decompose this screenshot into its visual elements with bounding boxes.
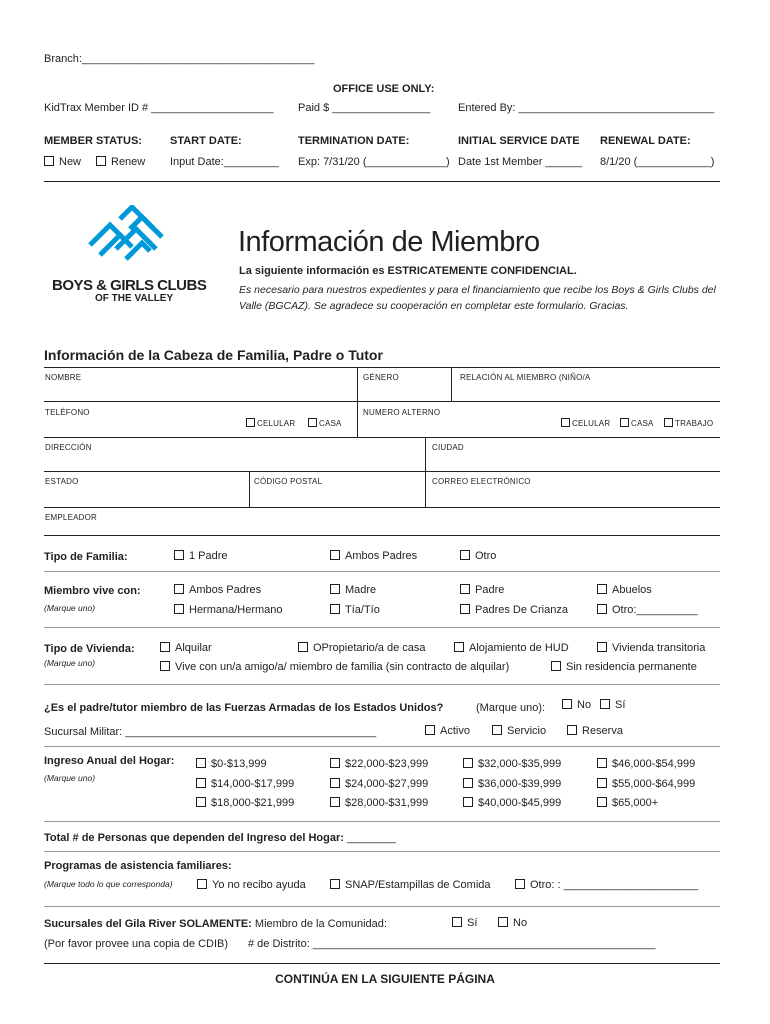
initial-service-heading: INITIAL SERVICE DATE <box>458 135 580 147</box>
vive-option[interactable] <box>174 604 283 616</box>
row-line <box>44 627 720 628</box>
gila-label2: Miembro de la Comunidad: <box>254 918 387 930</box>
option-label: $28,000-$31,999 <box>345 797 429 809</box>
checkbox[interactable] <box>330 778 340 788</box>
option-label: Tía/Tío <box>345 604 380 616</box>
option-label: $18,000-$21,999 <box>211 797 295 809</box>
gila-label: Sucursales del Gila River SOLAMENTE: <box>44 918 252 930</box>
ingreso-option[interactable] <box>463 758 561 770</box>
row-line <box>44 437 720 438</box>
termination-date-heading: TERMINATION DATE: <box>298 135 410 147</box>
paid-field[interactable]: Paid $ ________________ <box>298 102 431 114</box>
divider <box>425 471 426 507</box>
checkbox[interactable] <box>600 699 610 709</box>
option-label: Abuelos <box>612 584 652 596</box>
member-status-heading: MEMBER STATUS: <box>44 135 142 147</box>
option-label: Servicio <box>507 725 547 737</box>
option-label: Alojamiento de HUD <box>469 642 569 654</box>
ingreso-option[interactable] <box>330 758 428 770</box>
exp-field[interactable]: Exp: 7/31/20 (_____________) <box>298 156 450 168</box>
checkbox-new[interactable] <box>44 156 54 166</box>
row-line <box>44 906 720 907</box>
checkbox[interactable] <box>160 642 170 652</box>
option-label: Activo <box>440 725 470 737</box>
row-line <box>44 684 720 685</box>
vivienda-option[interactable] <box>597 642 705 654</box>
option-label: 1 Padre <box>189 550 228 562</box>
total-blank[interactable]: ________ <box>343 832 396 844</box>
footer-divider <box>44 963 720 964</box>
alt-trabajo-label: TRABAJO <box>675 419 714 428</box>
relacion-label: RELACIÓN AL MIEMBRO (NIÑO/A <box>460 373 591 382</box>
option-label: SNAP/Estampillas de Comida <box>345 879 491 891</box>
correo-label: CORREO ELECTRÓNICO <box>432 477 531 486</box>
vivienda-option[interactable] <box>551 661 697 673</box>
vive-option[interactable] <box>597 604 698 616</box>
vivienda-option[interactable] <box>160 661 509 673</box>
logo-line1: BOYS & GIRLS CLUBS <box>52 277 207 294</box>
option-label: $0-$13,999 <box>211 758 267 770</box>
familia-label: Tipo de Familia: <box>44 551 128 563</box>
row-line <box>44 535 720 536</box>
vive-option[interactable] <box>330 584 376 596</box>
checkbox[interactable] <box>330 550 340 560</box>
checkbox[interactable] <box>551 661 561 671</box>
status-renew-label: Renew <box>111 156 146 168</box>
row-line <box>44 821 720 822</box>
checkbox[interactable] <box>620 418 629 427</box>
option-label: OPropietario/a de casa <box>313 642 426 654</box>
logo-line2: OF THE VALLEY <box>95 293 174 304</box>
option-label: $22,000-$23,999 <box>345 758 429 770</box>
divider <box>357 367 358 401</box>
checkbox[interactable] <box>452 917 462 927</box>
estado-label: ESTADO <box>45 477 79 486</box>
option-label: No <box>577 699 592 711</box>
checkbox[interactable] <box>597 584 607 594</box>
empleador-label: EMPLEADOR <box>45 513 98 522</box>
checkbox[interactable] <box>330 758 340 768</box>
checkbox[interactable] <box>174 604 184 614</box>
alt-celular-label: CELULAR <box>572 419 611 428</box>
option-label: $36,000-$39,999 <box>478 778 562 790</box>
checkbox[interactable] <box>298 642 308 652</box>
familia-option[interactable] <box>330 550 417 562</box>
option-label: Ambos Padres <box>189 584 262 596</box>
option-label: Ambos Padres <box>345 550 418 562</box>
gila-si-option[interactable] <box>452 917 477 929</box>
ingreso-option[interactable] <box>463 778 561 790</box>
militar-si-option[interactable] <box>600 699 625 711</box>
option-label: Madre <box>345 584 377 596</box>
ciudad-label: CIUDAD <box>432 443 464 452</box>
servicio-option[interactable] <box>492 725 546 737</box>
checkbox[interactable] <box>561 418 570 427</box>
option-label: Hermana/Hermano <box>189 604 283 616</box>
total-personas-field[interactable] <box>44 832 396 844</box>
option-label: Vivienda transitoria <box>612 642 706 654</box>
checkbox[interactable] <box>567 725 577 735</box>
status-new-label: New <box>59 156 82 168</box>
sucursal-field[interactable]: Sucursal Militar: _________________________________________ <box>44 726 377 738</box>
checkbox[interactable] <box>308 418 317 427</box>
checkbox[interactable] <box>498 917 508 927</box>
alt-celular-option[interactable] <box>561 418 610 428</box>
checkbox[interactable] <box>174 584 184 594</box>
divider <box>425 437 426 471</box>
guardian-section-title: Información de la Cabeza de Familia, Padre o Tutor <box>44 347 383 363</box>
militar-question: ¿Es el padre/tutor miembro de las Fuerzas Armadas de los Estados Unidos? <box>44 702 444 714</box>
option-label: Alquilar <box>175 642 212 654</box>
checkbox[interactable] <box>196 778 206 788</box>
option-label: Vive con un/a amigo/a/ miembro de familia (sin contracto de alquilar) <box>175 661 510 673</box>
checkbox[interactable] <box>597 797 607 807</box>
renewal-value-field[interactable]: 8/1/20 (____________) <box>600 156 715 168</box>
checkbox[interactable] <box>463 778 473 788</box>
vivienda-option[interactable] <box>454 642 569 654</box>
vive-option[interactable] <box>460 584 504 596</box>
numero-alterno-label: NUMERO ALTERNO <box>363 408 441 417</box>
option-label: No <box>513 917 528 929</box>
ingreso-option[interactable] <box>597 778 695 790</box>
checkbox[interactable] <box>597 758 607 768</box>
option-label: Padres De Crianza <box>475 604 568 616</box>
programas-option[interactable] <box>197 879 306 891</box>
option-label: Padre <box>475 584 505 596</box>
row-line <box>44 401 720 402</box>
vive-hint: (Marque uno) <box>44 603 96 613</box>
ingreso-label: Ingreso Anual del Hogar: <box>44 755 175 767</box>
checkbox[interactable] <box>597 642 607 652</box>
familia-option[interactable] <box>174 550 228 562</box>
guardian-top-line <box>44 367 720 368</box>
office-divider <box>44 181 720 182</box>
input-date-field[interactable]: Input Date:_________ <box>170 156 279 168</box>
option-label: Otro:__________ <box>612 604 698 616</box>
row-line <box>44 571 720 572</box>
alt-trabajo-option[interactable] <box>664 418 713 428</box>
ingreso-hint: (Marque uno) <box>44 773 96 783</box>
checkbox[interactable] <box>562 699 572 709</box>
familia-option[interactable] <box>460 550 496 562</box>
date-first-member-field[interactable]: Date 1st Member ______ <box>458 156 583 168</box>
office-use-heading: OFFICE USE ONLY: <box>333 83 435 95</box>
codigo-postal-label: CÓDIGO POSTAL <box>254 477 323 486</box>
vive-label: Miembro vive con: <box>44 585 141 597</box>
option-label: $46,000-$54,999 <box>612 758 696 770</box>
confidential-note: Es necesario para nuestros expedientes y para el financiamiento que recibe los Boys & Girls Clubs del Valle (BGCAZ). Se agradece su cooperación en completar este formulario. Gracias. <box>239 284 716 312</box>
checkbox[interactable] <box>330 797 340 807</box>
genero-label: GÉNERO <box>363 373 399 382</box>
checkbox[interactable] <box>454 642 464 652</box>
ingreso-option[interactable] <box>196 758 267 770</box>
vivienda-option[interactable] <box>160 642 212 654</box>
page-title: Información de Miembro <box>238 226 540 258</box>
telefono-label: TELÉFONO <box>45 408 90 417</box>
row-line <box>44 471 720 472</box>
checkbox[interactable] <box>197 879 207 889</box>
programas-option[interactable] <box>330 879 491 891</box>
checkbox[interactable] <box>597 604 607 614</box>
row-line <box>44 851 720 852</box>
vivienda-hint: (Marque uno) <box>44 658 96 668</box>
tel-casa-option[interactable] <box>308 418 342 428</box>
distrito-field[interactable]: # de Distrito: ________________________________________________________ <box>248 938 656 950</box>
gila-no-option[interactable] <box>498 917 527 929</box>
checkbox-renew[interactable] <box>96 156 106 166</box>
option-label: $40,000-$45,999 <box>478 797 562 809</box>
checkbox[interactable] <box>664 418 673 427</box>
option-label: $55,000-$64,999 <box>612 778 696 790</box>
tel-casa-label: CASA <box>319 419 342 428</box>
row-line <box>44 746 720 747</box>
option-label: $14,000-$17,999 <box>211 778 295 790</box>
checkbox[interactable] <box>160 661 170 671</box>
checkbox[interactable] <box>330 879 340 889</box>
checkbox[interactable] <box>597 778 607 788</box>
option-label: Reserva <box>582 725 623 737</box>
vive-option[interactable] <box>330 604 380 616</box>
option-label: Sin residencia permanente <box>566 661 697 673</box>
total-label: Total # de Personas que dependen del Ingreso del Hogar: <box>44 832 344 844</box>
vive-option[interactable] <box>174 584 261 596</box>
option-label: $24,000-$27,999 <box>345 778 429 790</box>
checkbox[interactable] <box>330 584 340 594</box>
continue-footer: CONTINÚA EN LA SIGUIENTE PÁGINA <box>275 972 495 986</box>
option-label: Yo no recibo ayuda <box>212 879 306 891</box>
militar-hint: (Marque uno): <box>476 702 546 714</box>
confidential-subtitle: La siguiente información es ESTRICATEMENTE CONFIDENCIAL. <box>239 265 577 277</box>
ingreso-option[interactable] <box>597 758 695 770</box>
ingreso-option[interactable] <box>330 797 428 809</box>
activo-option[interactable] <box>425 725 470 737</box>
ingreso-option[interactable] <box>463 797 561 809</box>
status-new[interactable] <box>44 156 81 168</box>
divider <box>249 471 250 507</box>
checkbox[interactable] <box>174 550 184 560</box>
vivienda-label: Tipo de Vivienda: <box>44 643 135 655</box>
branch-field[interactable]: Branch:______________________________________ <box>44 53 315 65</box>
ingreso-option[interactable] <box>330 778 428 790</box>
option-label: Sí <box>467 917 478 929</box>
divider <box>357 401 358 437</box>
boys-girls-clubs-logo-icon <box>86 205 170 271</box>
ingreso-option[interactable] <box>597 797 658 809</box>
checkbox[interactable] <box>196 797 206 807</box>
checkbox[interactable] <box>463 797 473 807</box>
programas-label: Programas de asistencia familiares: <box>44 860 232 872</box>
direccion-label: DIRECCIÓN <box>45 443 92 452</box>
vive-option[interactable] <box>460 604 568 616</box>
vive-option[interactable] <box>597 584 652 596</box>
vivienda-option[interactable] <box>298 642 426 654</box>
gila-heading <box>44 918 387 930</box>
militar-no-option[interactable] <box>562 699 591 711</box>
tel-celular-label: CELULAR <box>257 419 296 428</box>
reserva-option[interactable] <box>567 725 623 737</box>
checkbox[interactable] <box>425 725 435 735</box>
status-renew[interactable] <box>96 156 145 168</box>
checkbox[interactable] <box>460 604 470 614</box>
kidtrax-field[interactable]: KidTrax Member ID # ____________________ <box>44 102 274 114</box>
entered-by-field[interactable]: Entered By: ________________________________ <box>458 102 715 114</box>
alt-casa-option[interactable] <box>620 418 654 428</box>
checkbox[interactable] <box>515 879 525 889</box>
programas-option[interactable] <box>515 879 698 891</box>
start-date-heading: START DATE: <box>170 135 242 147</box>
cdib-note: (Por favor provee una copia de CDIB) <box>44 938 229 950</box>
renewal-date-heading: RENEWAL DATE: <box>600 135 691 147</box>
option-label: Otro <box>475 550 497 562</box>
checkbox[interactable] <box>460 550 470 560</box>
divider <box>451 367 452 401</box>
ingreso-option[interactable] <box>196 778 294 790</box>
ingreso-option[interactable] <box>196 797 294 809</box>
checkbox[interactable] <box>246 418 255 427</box>
checkbox[interactable] <box>492 725 502 735</box>
option-label: $65,000+ <box>612 797 659 809</box>
nombre-label: NOMBRE <box>45 373 82 382</box>
checkbox[interactable] <box>196 758 206 768</box>
alt-casa-label: CASA <box>631 419 654 428</box>
row-line <box>44 507 720 508</box>
programas-hint: (Marque todo lo que corresponda) <box>44 879 173 889</box>
option-label: $32,000-$35,999 <box>478 758 562 770</box>
checkbox[interactable] <box>463 758 473 768</box>
checkbox[interactable] <box>330 604 340 614</box>
option-label: Otro: : ______________________ <box>530 879 699 891</box>
checkbox[interactable] <box>460 584 470 594</box>
tel-celular-option[interactable] <box>246 418 295 428</box>
option-label: Sí <box>615 699 626 711</box>
